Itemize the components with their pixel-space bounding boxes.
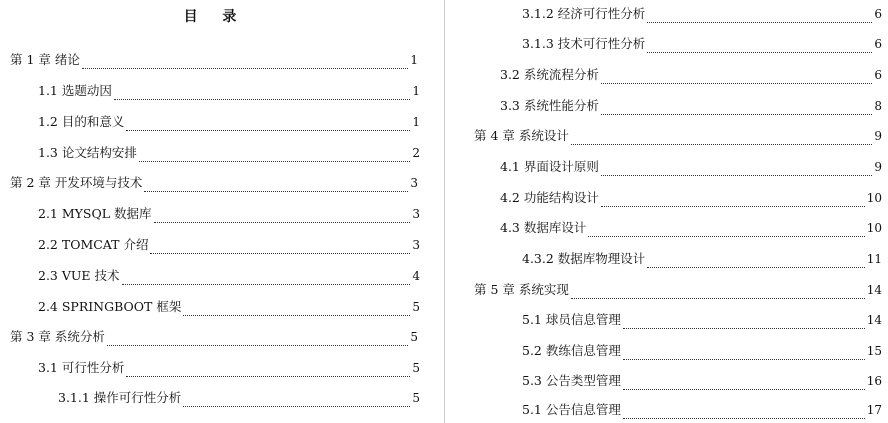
toc-entry-label: 第 1 章 绪论 [10, 52, 80, 67]
toc-entry-page: 8 [874, 99, 882, 113]
toc-entry-page: 6 [874, 7, 882, 21]
toc-entry-label: 4.2 功能结构设计 [500, 190, 599, 205]
toc-leader-dots [82, 56, 408, 69]
toc-leader-dots [154, 210, 411, 223]
toc-entry-2-2[interactable] [38, 236, 420, 254]
toc-leader-dots [623, 316, 865, 329]
toc-entry-2-1[interactable] [38, 205, 420, 223]
toc-entry-page: 14 [866, 313, 882, 327]
toc-entry-page: 14 [866, 283, 882, 297]
toc-leader-dots [601, 102, 873, 115]
toc-leader-dots [571, 132, 872, 145]
toc-entry-page: 5 [412, 361, 420, 375]
toc-entry-label: 3.1.3 技术可行性分析 [522, 36, 646, 51]
toc-entry-chapter-2[interactable] [10, 174, 418, 192]
toc-entry-chapter-3[interactable] [10, 328, 418, 346]
toc-entry-label: 3.1.1 操作可行性分析 [58, 390, 182, 405]
toc-entry-label: 4.3.2 数据库物理设计 [522, 251, 646, 266]
toc-leader-dots [623, 377, 865, 390]
toc-entry-3-3[interactable] [500, 97, 882, 115]
toc-entry-label: 第 5 章 系统实现 [474, 282, 569, 297]
toc-leader-dots [144, 179, 408, 192]
toc-entry-label: 3.3 系统性能分析 [500, 98, 599, 113]
toc-entry-page: 9 [874, 160, 882, 174]
toc-entry-page: 17 [866, 403, 882, 417]
toc-leader-dots [139, 149, 411, 162]
toc-leader-dots [571, 286, 865, 299]
toc-entry-2-4[interactable] [38, 298, 420, 316]
toc-entry-page: 6 [874, 37, 882, 51]
toc-leader-dots [183, 394, 410, 407]
toc-entry-3-1[interactable] [38, 359, 420, 377]
toc-leader-dots [647, 10, 872, 23]
toc-entry-page: 9 [874, 129, 882, 143]
toc-entry-4-3[interactable] [500, 219, 882, 237]
toc-leader-dots [183, 303, 410, 316]
toc-entry-label: 3.1.2 经济可行性分析 [522, 6, 646, 21]
toc-entry-3-2[interactable] [500, 66, 882, 84]
toc-entry-3-1-3[interactable] [522, 35, 882, 53]
toc-entry-label: 2.2 TOMCAT 介绍 [38, 237, 149, 252]
toc-entry-3-1-2[interactable] [522, 5, 882, 23]
toc-leader-dots [126, 118, 410, 131]
toc-entry-label: 4.1 界面设计原则 [500, 159, 599, 174]
toc-entry-4-2[interactable] [500, 189, 882, 207]
toc-entry-page: 3 [412, 207, 420, 221]
toc-entry-label: 4.3 数据库设计 [500, 220, 587, 235]
toc-entry-page: 11 [866, 252, 882, 266]
toc-entry-label: 1.3 论文结构安排 [38, 145, 137, 160]
toc-entry-1-1[interactable] [38, 82, 420, 100]
toc-leader-dots [623, 406, 865, 419]
toc-leader-dots [601, 71, 873, 84]
toc-right-page [450, 0, 888, 423]
toc-entry-4-3-2[interactable] [522, 250, 882, 268]
toc-entry-4-1[interactable] [500, 158, 882, 176]
toc-leader-dots [601, 163, 873, 176]
toc-entry-page: 6 [874, 68, 882, 82]
toc-entry-label: 5.1 公告信息管理 [522, 402, 621, 417]
toc-entry-5-1[interactable] [522, 311, 882, 329]
toc-entry-label: 5.1 球员信息管理 [522, 312, 621, 327]
toc-entry-chapter-5[interactable] [474, 281, 882, 299]
toc-entry-page: 5 [410, 330, 418, 344]
toc-entry-5-4[interactable] [522, 401, 882, 419]
toc-entry-5-3[interactable] [522, 372, 882, 390]
toc-leader-dots [122, 272, 411, 285]
toc-left-page [0, 0, 440, 423]
toc-entry-label: 5.2 教练信息管理 [522, 343, 621, 358]
toc-entry-page: 4 [412, 269, 420, 283]
toc-entry-label: 1.1 选题动因 [38, 83, 112, 98]
toc-entry-label: 2.1 MYSQL 数据库 [38, 206, 152, 221]
toc-leader-dots [588, 224, 864, 237]
toc-entry-label: 1.2 目的和意义 [38, 114, 125, 129]
toc-leader-dots [647, 255, 864, 268]
page-divider [444, 0, 445, 423]
toc-leader-dots [107, 333, 408, 346]
toc-entry-label: 3.2 系统流程分析 [500, 67, 599, 82]
toc-leader-dots [647, 40, 872, 53]
toc-leader-dots [114, 87, 411, 100]
toc-entry-page: 5 [412, 300, 420, 314]
toc-entry-label: 3.1 可行性分析 [38, 360, 125, 375]
toc-entry-page: 3 [412, 238, 420, 252]
toc-entry-2-3[interactable] [38, 267, 420, 285]
toc-entry-chapter-1[interactable] [10, 51, 418, 69]
toc-entry-label: 第 4 章 系统设计 [474, 128, 569, 143]
toc-entry-chapter-4[interactable] [474, 127, 882, 145]
toc-entry-page: 1 [410, 53, 418, 67]
toc-entry-3-1-1[interactable] [58, 389, 420, 407]
toc-entry-label: 2.3 VUE 技术 [38, 268, 120, 283]
toc-entry-label: 第 3 章 系统分析 [10, 329, 105, 344]
toc-entry-page: 16 [866, 374, 882, 388]
toc-entry-page: 10 [866, 191, 882, 205]
toc-entry-page: 10 [866, 221, 882, 235]
toc-leader-dots [623, 347, 865, 360]
toc-entry-page: 15 [866, 344, 882, 358]
toc-leader-dots [601, 194, 865, 207]
toc-entry-5-2[interactable] [522, 342, 882, 360]
toc-entry-label: 5.3 公告类型管理 [522, 373, 621, 388]
toc-entry-page: 1 [412, 115, 420, 129]
toc-entry-1-3[interactable] [38, 144, 420, 162]
toc-entry-page: 2 [412, 146, 420, 160]
toc-entry-1-2[interactable] [38, 113, 420, 131]
toc-leader-dots [126, 364, 410, 377]
toc-title: 目 录 [183, 9, 247, 25]
toc-leader-dots [150, 241, 410, 254]
toc-entry-page: 1 [412, 84, 420, 98]
toc-entry-page: 3 [410, 176, 418, 190]
toc-entry-label: 2.4 SPRINGBOOT 框架 [38, 299, 182, 314]
toc-entry-label: 第 2 章 开发环境与技术 [10, 175, 143, 190]
toc-entry-page: 5 [412, 391, 420, 405]
